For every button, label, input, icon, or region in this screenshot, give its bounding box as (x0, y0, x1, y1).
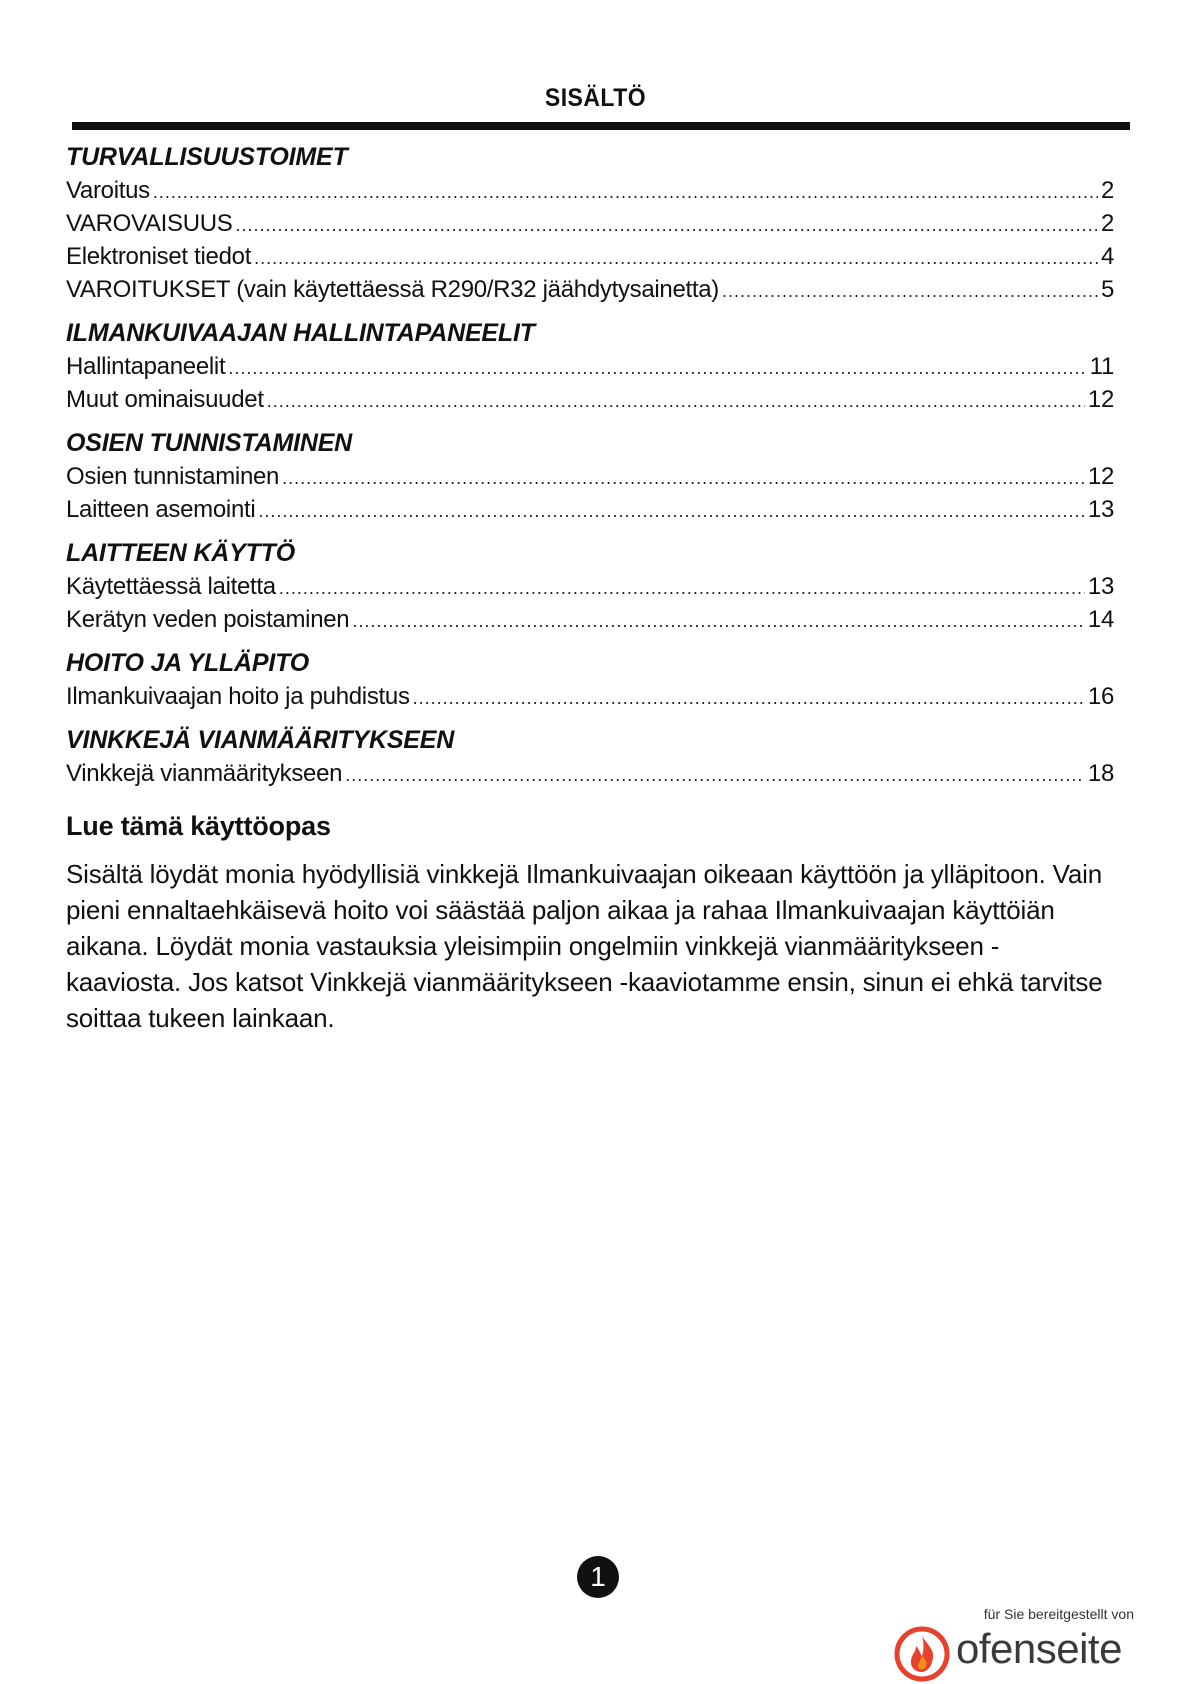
dot-leader (722, 275, 1098, 308)
toc-section (66, 426, 1114, 526)
toc-section (66, 646, 1114, 713)
toc-entry-page: 13 (1087, 496, 1114, 523)
toc-entry (66, 493, 1114, 526)
toc-entry-page: 14 (1087, 606, 1114, 633)
toc-entry-page: 12 (1087, 386, 1114, 413)
toc-entry (66, 383, 1114, 416)
intro-heading: Lue tämä käyttöopas (66, 811, 331, 841)
toc-entry-label: Laitteen asemointi (66, 496, 256, 523)
intro-paragraph: Sisältä löydät monia hyödyllisiä vinkkejä Ilmankuivaajan oikeaan käyttöön ja ylläpitoon. Vain pieni ennaltaehkäisevä hoito voi säästää paljon aikaa ja rahaa Ilmankuivaajan käyttöiän aikana. Löydät monia vastauksia yleisimpiin ongelmiin vinkkejä vianmääritykseen -kaaviosta. Jos katsot Vinkkejä vianmääritykseen -kaaviotamme ensin, sinun ei ehkä tarvitse soittaa tukeen lainkaan. (66, 859, 1103, 1033)
toc-entry-page: 18 (1087, 760, 1114, 787)
toc-entry-page: 5 (1100, 276, 1114, 303)
toc-entry-page: 11 (1089, 353, 1114, 380)
toc-section (66, 723, 1114, 790)
section-heading: OSIEN TUNNISTAMINEN (66, 429, 353, 457)
toc-entry-label: Hallintapaneelit (66, 353, 226, 380)
toc-entry (66, 174, 1114, 207)
toc-entry (66, 273, 1114, 306)
dot-leader (254, 242, 1098, 275)
dot-leader (279, 572, 1085, 605)
page-number-badge: 1 (577, 1556, 619, 1598)
toc-entry-label: Käytettäessä laitetta (66, 573, 276, 600)
title-divider (72, 122, 1130, 130)
dot-leader (228, 352, 1086, 385)
section-heading: VINKKEJÄ VIANMÄÄRITYKSEEN (66, 726, 455, 754)
flame-icon (894, 1626, 950, 1682)
toc-entry-page: 16 (1087, 683, 1114, 710)
section-heading: LAITTEEN KÄYTTÖ (66, 539, 295, 567)
brand-name: ofenseite (956, 1625, 1122, 1672)
dot-leader (236, 209, 1098, 242)
toc-section (66, 536, 1114, 636)
toc-entry-label: Ilmankuivaajan hoito ja puhdistus (66, 683, 410, 710)
toc-entry (66, 207, 1114, 240)
toc-entry (66, 350, 1114, 383)
toc-entry-page: 2 (1100, 210, 1114, 237)
dot-leader (267, 385, 1085, 418)
toc-entry-label: Osien tunnistaminen (66, 463, 280, 490)
section-heading: HOITO JA YLLÄPITO (66, 649, 309, 677)
toc-entry (66, 757, 1114, 790)
toc-entry-label: Varoitus (66, 177, 150, 204)
ofenseite-logo (894, 1606, 1134, 1676)
section-heading: TURVALLISUUSTOIMET (66, 143, 348, 171)
toc-entry-label: Vinkkejä vianmääritykseen (66, 760, 343, 787)
toc-entry-page: 4 (1100, 243, 1114, 270)
dot-leader (153, 176, 1098, 209)
dot-leader (258, 495, 1085, 528)
toc-section (66, 140, 1114, 306)
intro-section (66, 808, 1114, 1036)
toc-entry (66, 603, 1114, 636)
toc-entry (66, 240, 1114, 273)
toc-entry (66, 460, 1114, 493)
toc-entry (66, 680, 1114, 713)
dot-leader (352, 605, 1085, 638)
toc-entry-label: Kerätyn veden poistaminen (66, 606, 350, 633)
toc-entry-label: Muut ominaisuudet (66, 386, 264, 413)
toc-entry-page: 2 (1100, 177, 1114, 204)
logo-caption: für Sie bereitgestellt von (983, 1606, 1134, 1622)
page-title: SISÄLTÖ (544, 84, 647, 112)
section-heading: ILMANKUIVAAJAN HALLINTAPANEELIT (66, 319, 535, 347)
table-of-contents (66, 140, 1114, 800)
toc-entry-page: 12 (1087, 463, 1114, 490)
toc-entry-label: VAROVAISUUS (66, 210, 233, 237)
dot-leader (345, 759, 1085, 792)
toc-entry-label: VAROITUKSET (vain käytettäessä R290/R32 jäähdytysainetta) (66, 276, 719, 303)
toc-section (66, 316, 1114, 416)
dot-leader (282, 462, 1085, 495)
dot-leader (413, 682, 1085, 715)
toc-entry-page: 13 (1087, 573, 1114, 600)
toc-entry-label: Elektroniset tiedot (66, 243, 252, 270)
toc-entry (66, 570, 1114, 603)
